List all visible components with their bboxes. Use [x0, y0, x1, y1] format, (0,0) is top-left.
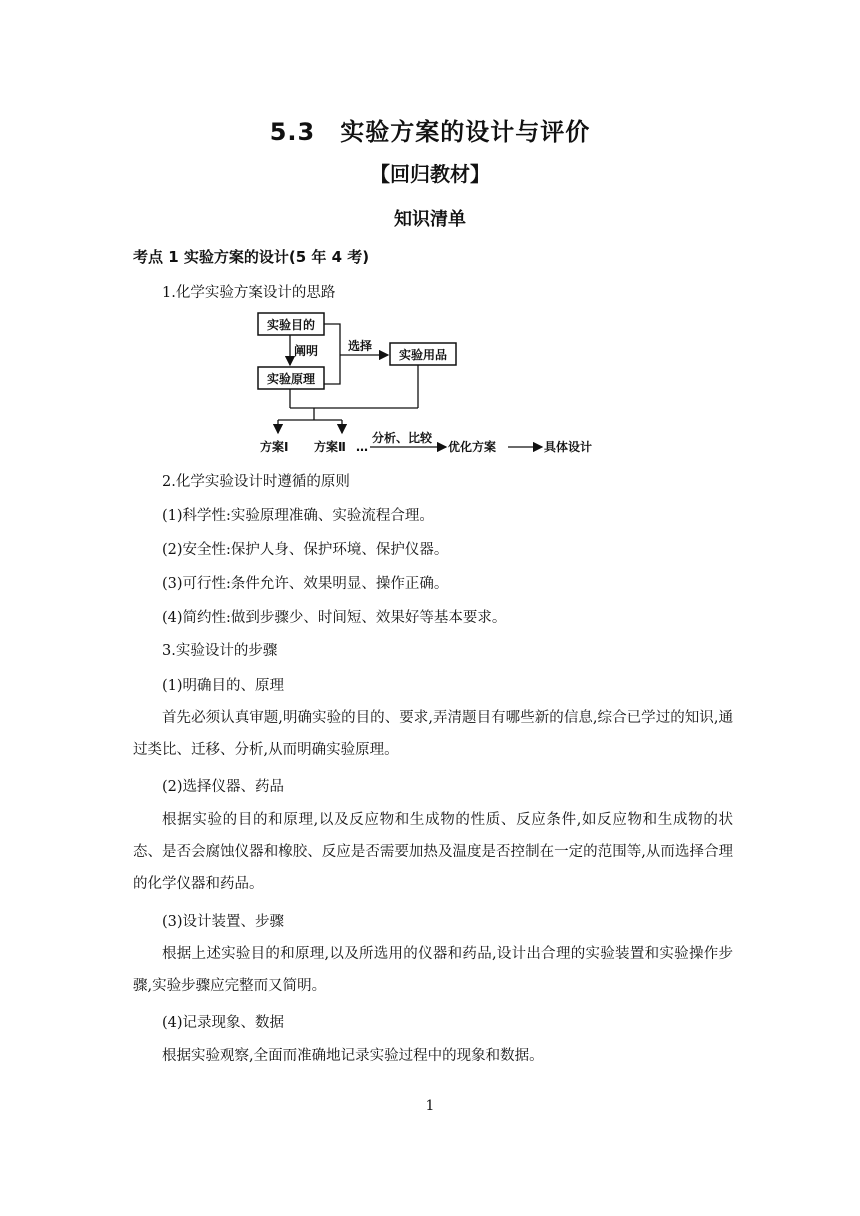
page-subtitle: 【回归教材】: [370, 162, 490, 186]
principle-item: (4)简约性:做到步骤少、时间短、效果好等基本要求。: [162, 610, 507, 626]
select-bracket: [324, 324, 340, 384]
step-paragraph: 根据实验观察,全面而准确地记录实验过程中的现象和数据。: [162, 1048, 544, 1064]
step-heading: (2)选择仪器、药品: [162, 779, 285, 795]
step-heading: (4)记录现象、数据: [162, 1015, 285, 1031]
principle-item: (1)科学性:实验原理准确、实验流程合理。: [162, 508, 434, 524]
principle-item: (2)安全性:保护人身、保护环境、保护仪器。: [162, 542, 449, 558]
item1-title: 1.化学实验方案设计的思路: [162, 285, 336, 301]
design-label: 具体设计: [544, 440, 593, 454]
clarify-label: 阐明: [294, 344, 319, 358]
supplies-box-label: 实验用品: [398, 348, 448, 362]
analyze-label: 分析、比较: [372, 431, 433, 445]
page-title: 5.3 实验方案的设计与评价: [269, 118, 591, 146]
kaodian-heading: 考点 1 实验方案的设计(5 年 4 考): [133, 248, 370, 266]
plan1-label: 方案Ⅰ: [260, 440, 289, 454]
step-paragraph: 根据上述实验目的和原理,以及所选用的仪器和药品,设计出合理的实验装置和实验操作步骤,实验步骤应完整而又简明。: [133, 946, 733, 994]
item2-title: 2.化学实验设计时遵循的原则: [162, 474, 350, 490]
step-paragraph: 首先必须认真审题,明确实验的目的、要求,弄清题目有哪些新的信息,综合已学过的知识,通过类比、迁移、分析,从而明确实验原理。: [133, 710, 733, 758]
step-heading: (3)设计装置、步骤: [162, 914, 285, 930]
ellipsis-label: …: [356, 440, 368, 454]
principle-item: (3)可行性:条件允许、效果明显、操作正确。: [162, 576, 449, 592]
design-flow-diagram: [250, 305, 610, 465]
section-heading: 知识清单: [394, 209, 466, 230]
optimize-label: 优化方案: [448, 440, 497, 454]
principle-box-label: 实验原理: [266, 372, 316, 386]
step-paragraph: 根据实验的目的和原理,以及反应物和生成物的性质、反应条件,如反应物和生成物的状态、是否会腐蚀仪器和橡胶、反应是否需要加热及温度是否控制在一定的范围等,从而选择合理的化学仪器和药品。: [133, 812, 733, 892]
plan2-label: 方案Ⅱ: [314, 440, 346, 454]
step-heading: (1)明确目的、原理: [162, 678, 285, 694]
item3-title: 3.实验设计的步骤: [162, 643, 278, 659]
page-number: 1: [425, 1098, 435, 1114]
goal-box-label: 实验目的: [266, 318, 316, 332]
select-label: 选择: [348, 339, 373, 353]
